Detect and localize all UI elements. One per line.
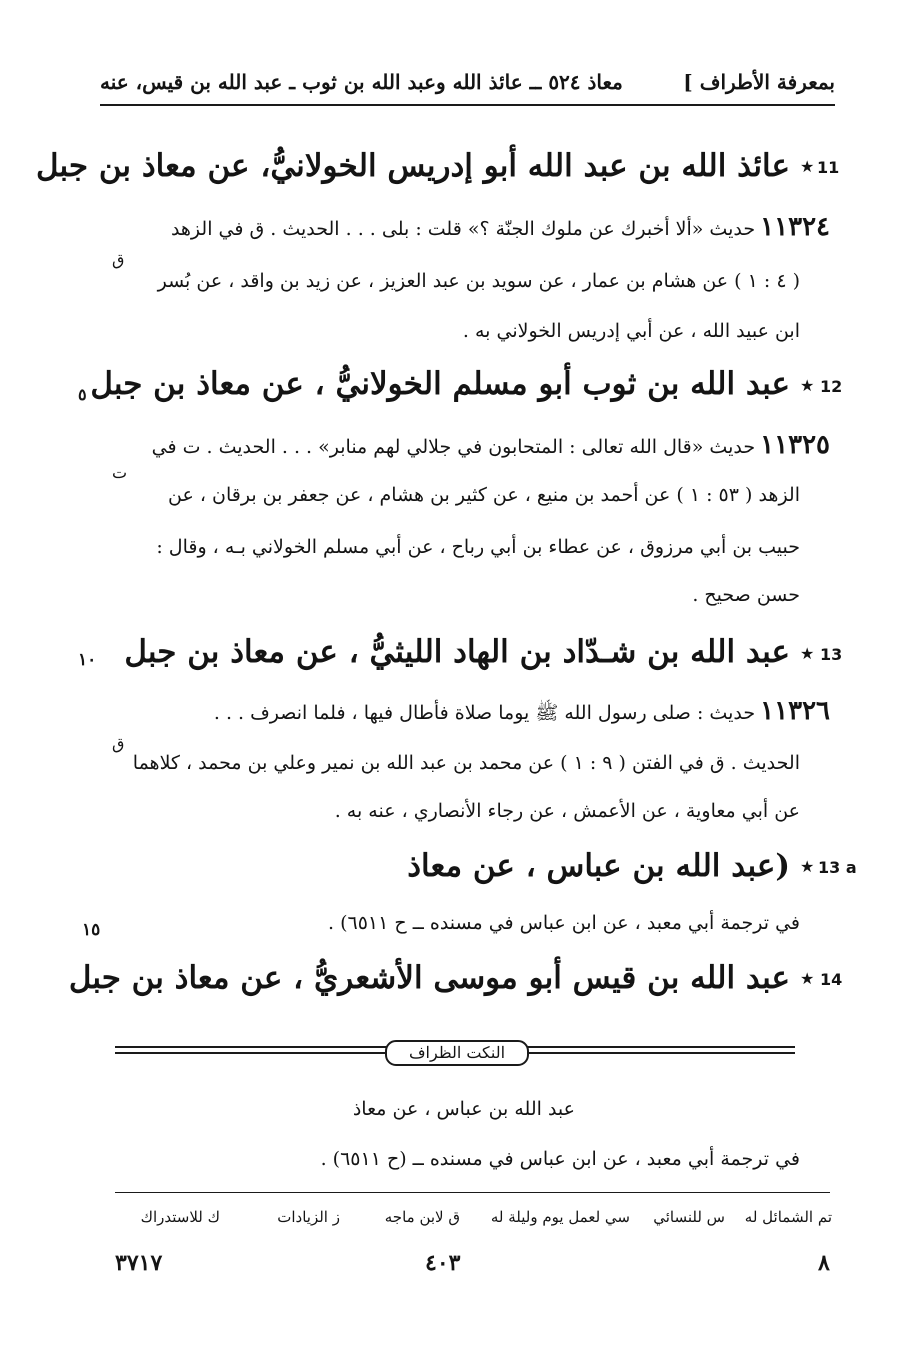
entry-title: عبد الله بن ثوب أبو مسلم الخولانيُّ ، عن معاذ بن جبل (90, 366, 790, 402)
abbreviation: سي لعمل يوم وليلة له (490, 1208, 630, 1226)
entry-title: عائذ الله بن عبد الله أبو إدريس الخولانيُّ، عن معاذ بن جبل (36, 148, 790, 184)
abbreviation: ز الزيادات (277, 1208, 340, 1226)
margin-number: ١٥ (82, 920, 101, 940)
star-icon: ★ (800, 157, 815, 176)
entry-number: 11 (817, 158, 840, 177)
hadith-line (152, 430, 830, 460)
hadith-text: الزهد ( ٥٣ : ١ ) عن أحمد بن منيع ، عن كثير بن هشام ، عن جعفر بن برقان ، عن (168, 484, 800, 506)
star-icon: ★ (800, 376, 815, 395)
side-letter: ق (112, 250, 125, 269)
hadith-line (171, 212, 830, 242)
star-icon: ★ (800, 644, 815, 663)
nukat-label: النكت الظراف (385, 1040, 529, 1066)
entry-number: 12 (820, 377, 843, 396)
entry-title: عبد الله بن قيس أبو موسى الأشعريُّ ، عن معاذ بن جبل (68, 960, 790, 996)
entry-number: 13 a (818, 858, 857, 877)
entry-number: 14 (820, 970, 843, 989)
hadith-text: الحديث . ق في الفتن ( ٩ : ١ ) عن محمد بن عبد الله بن نمير وعلي بن محمد ، كلاهما (132, 752, 800, 774)
abbreviation: تم الشمائل له (744, 1208, 832, 1226)
hadith-line (214, 696, 830, 729)
side-letter: ق (112, 734, 125, 753)
hadith-text: حديث : صلى رسول الله ﷺ يوما صلاة فأطال فيها ، فلما انصرف . . . (213, 702, 756, 724)
nukat-line: عبد الله بن عباس ، عن معاذ (352, 1098, 575, 1120)
footer-rule (115, 1192, 830, 1193)
hadith-number: ١١٣٢٥ (760, 430, 830, 460)
hadith-number: ١١٣٢٤ (760, 212, 830, 242)
hadith-text: حبيب بن أبي مرزوق ، عن عطاء بن أبي رباح ، عن أبي مسلم الخولاني بـه ، وقال : (156, 536, 800, 558)
hadith-text: في ترجمة أبي معبد ، عن ابن عباس في مسنده ــ ح ٦٥١١) . (328, 912, 800, 934)
nukat-line: في ترجمة أبي معبد ، عن ابن عباس في مسنده ــ (ح ٦٥١١) . (320, 1148, 800, 1170)
page-number-right: ٨ (818, 1250, 830, 1276)
hadith-number: ١١٣٢٦ (760, 696, 830, 726)
header-rule (100, 104, 835, 106)
entry-number: 13 (820, 645, 843, 664)
header-left: معاذ ٥٢٤ ــ عائذ الله وعبد الله بن ثوب ـ عبد الله بن قيس، عنه (100, 70, 623, 94)
margin-number: ١٠ (78, 650, 97, 670)
entry-title: (عبد الله بن عباس ، عن معاذ (407, 848, 790, 884)
margin-number: ٥ (78, 385, 87, 404)
page-number-center: ٤٠٣ (425, 1250, 461, 1276)
header-right: بمعرفة الأطراف ] (683, 70, 835, 94)
hadith-text: حسن صحيح . (692, 584, 800, 606)
star-icon: ★ (800, 857, 815, 876)
hadith-text: حديث «ألا أخبرك عن ملوك الجنّة ؟» قلت : بلى . . . الحديث . ق في الزهد (170, 218, 756, 240)
hadith-text: حديث «قال الله تعالى : المتحابون في جلالي لهم منابر» . . . الحديث . ت في (151, 436, 756, 458)
side-letter: ت (112, 463, 128, 482)
hadith-text: ( ٤ : ١ ) عن هشام بن عمار ، عن سويد بن عبد العزيز ، عن زيد بن واقد ، عن بُسر (157, 270, 800, 292)
abbreviation: ك للاستدراك (140, 1208, 220, 1226)
abbreviation: ق لابن ماجه (384, 1208, 460, 1226)
entry-title: عبد الله بن شـدّاد بن الهاد الليثيُّ ، عن معاذ بن جبل (124, 634, 790, 670)
hadith-text: ابن عبيد الله ، عن أبي إدريس الخولاني به . (462, 320, 800, 342)
page-number-left: ٣٧١٧ (115, 1250, 163, 1276)
star-icon: ★ (800, 969, 815, 988)
abbreviation: س للنسائي (653, 1208, 725, 1226)
hadith-text: عن أبي معاوية ، عن الأعمش ، عن رجاء الأنصاري ، عنه به . (334, 800, 800, 822)
